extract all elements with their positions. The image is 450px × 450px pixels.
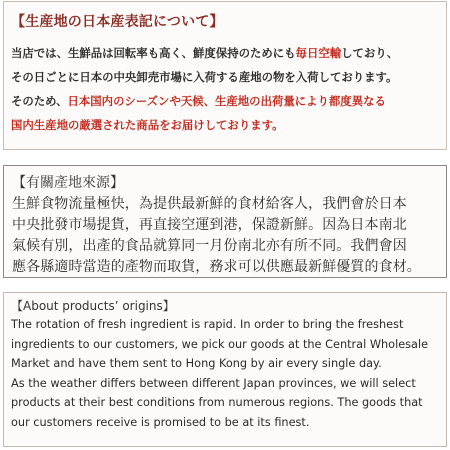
english-notice-box (3, 292, 447, 447)
english-line-3: Market and have them sent to Hong Kong by air every single day. (11, 357, 382, 371)
english-line-6: our customers receive is promised to be at its finest. (11, 415, 310, 429)
japanese-notice-box (3, 1, 447, 150)
japanese-line-2 (11, 65, 443, 89)
english-line-1: The rotation of fresh ingredient is rapid. In order to bring the freshest (11, 318, 404, 331)
chinese-notice-title: 【有關產地來源】 (12, 175, 124, 191)
english-line-5: products at their best conditions from numerous regions. The goods that (11, 396, 423, 410)
english-line-4: As the weather differs between different Japan provinces, we will select (11, 376, 416, 390)
japanese-line-1-part-1: 当店では、生鮮品は回転率も高く、鮮度保持のためにも (11, 46, 296, 60)
japanese-line-3-highlight: 日本国内のシーズンや天候、生産地の出荷量により都度異なる (67, 94, 386, 108)
chinese-line-4: 應各縣適時當造的產物而取貨，務求可以供應最新鮮優質的食材。 (12, 259, 421, 275)
japanese-line-3 (11, 89, 443, 113)
chinese-notice-box (3, 165, 447, 278)
english-line-2: ingredients to our customers, we pick our goods at the Central Wholesale (11, 337, 429, 351)
japanese-notice-title: 【生産地の日本産表記について】 (11, 14, 224, 30)
japanese-line-3-part-1: そのため、 (11, 94, 68, 108)
english-notice-title: 【About products’ origins】 (11, 299, 175, 313)
japanese-line-2-text: その日ごとに日本の中央卸売市場に入荷する産地の物を入荷しております。 (11, 70, 398, 84)
japanese-line-4-highlight: 国内生産地の厳選された商品をお届けしております。 (11, 118, 284, 132)
chinese-line-3: 氣候有別，出產的食品就算同一月份南北亦有所不同。我們會因 (12, 238, 407, 254)
chinese-line-1: 生鮮食物流量極快，為提供最新鮮的食材給客人，我們會於日本 (12, 196, 407, 212)
japanese-line-4 (11, 113, 443, 137)
japanese-line-1 (11, 41, 443, 65)
japanese-notice-body (11, 41, 443, 137)
japanese-line-1-highlight: 毎日空輸 (295, 46, 342, 60)
english-notice-body (11, 315, 447, 433)
chinese-line-2: 中央批發市場提貨，再直接空運到港，保證新鮮。因為日本南北 (12, 217, 407, 233)
chinese-notice-body (12, 194, 444, 278)
japanese-line-1-part-3: しており、 (341, 46, 399, 60)
